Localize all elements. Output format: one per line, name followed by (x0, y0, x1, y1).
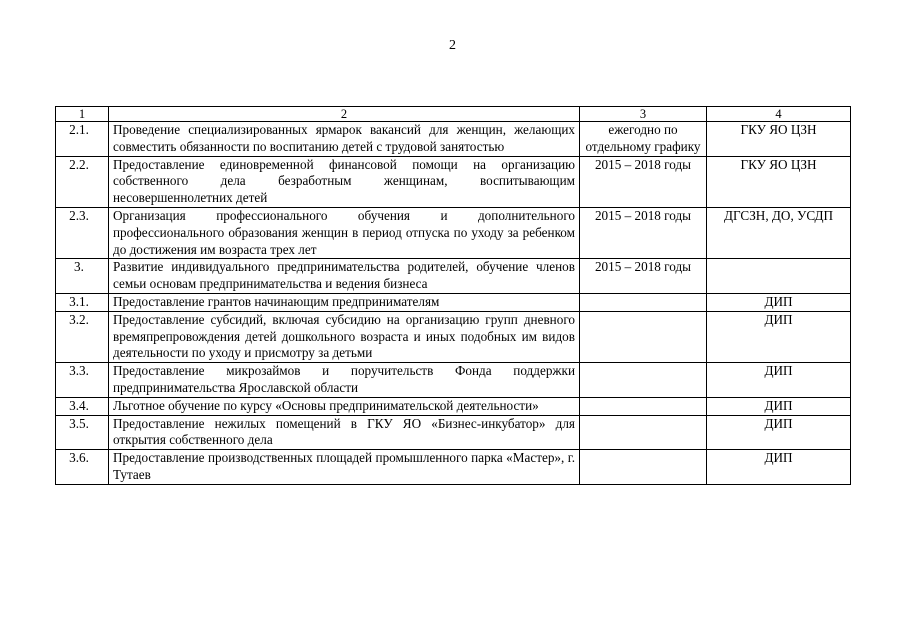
row-term (580, 397, 707, 415)
row-number: 3.1. (56, 293, 109, 311)
row-description: Предоставление производственных площадей промышленного парка «Мастер», г. Тутаев (109, 450, 580, 485)
row-executor: ДГСЗН, ДО, УСДП (707, 207, 851, 258)
row-number: 2.1. (56, 122, 109, 157)
row-term (580, 415, 707, 450)
row-description: Льготное обучение по курсу «Основы предпринимательской деятельности» (109, 397, 580, 415)
row-description: Предоставление микрозаймов и поручительств Фонда поддержки предпринимательства Ярославской области (109, 363, 580, 398)
table-row (56, 293, 851, 311)
table-row (56, 156, 851, 207)
row-number: 3.4. (56, 397, 109, 415)
row-description: Предоставление единовременной финансовой помощи на организацию собственного дела безработным женщинам, воспитывающим несовершеннолетних детей (109, 156, 580, 207)
header-col-3: 3 (580, 107, 707, 122)
row-number: 3. (56, 259, 109, 294)
row-number: 2.3. (56, 207, 109, 258)
row-executor: ДИП (707, 397, 851, 415)
row-description: Организация профессионального обучения и дополнительного профессионального образования женщин в период отпуска по уходу за ребенком до достижения им возраста трех лет (109, 207, 580, 258)
row-number: 2.2. (56, 156, 109, 207)
row-executor: ГКУ ЯО ЦЗН (707, 122, 851, 157)
row-description: Предоставление нежилых помещений в ГКУ ЯО «Бизнес-инкубатор» для открытия собственного дела (109, 415, 580, 450)
row-term: 2015 – 2018 годы (580, 156, 707, 207)
table-row (56, 207, 851, 258)
table-header-row (56, 107, 851, 122)
row-term: ежегодно по отдельному графику (580, 122, 707, 157)
row-description: Развитие индивидуального предпринимательства родителей, обучение членов семьи основам предпринимательства и ведения бизнеса (109, 259, 580, 294)
row-executor: ДИП (707, 450, 851, 485)
header-col-2: 2 (109, 107, 580, 122)
row-term: 2015 – 2018 годы (580, 259, 707, 294)
table-row (56, 397, 851, 415)
table-row (56, 363, 851, 398)
row-term (580, 363, 707, 398)
row-term: 2015 – 2018 годы (580, 207, 707, 258)
row-executor: ДИП (707, 363, 851, 398)
row-number: 3.2. (56, 311, 109, 362)
row-number: 3.3. (56, 363, 109, 398)
row-term (580, 311, 707, 362)
page-number: 2 (449, 38, 456, 53)
row-number: 3.6. (56, 450, 109, 485)
row-executor: ДИП (707, 415, 851, 450)
row-description: Проведение специализированных ярмарок вакансий для женщин, желающих совместить обязанности по воспитанию детей с трудовой занятостью (109, 122, 580, 157)
header-col-4: 4 (707, 107, 851, 122)
row-executor: ДИП (707, 293, 851, 311)
table-row (56, 122, 851, 157)
table-row (56, 311, 851, 362)
header-col-1: 1 (56, 107, 109, 122)
row-term (580, 293, 707, 311)
row-term (580, 450, 707, 485)
measures-table (55, 106, 851, 485)
table-row (56, 450, 851, 485)
row-executor (707, 259, 851, 294)
row-description: Предоставление грантов начинающим предпринимателям (109, 293, 580, 311)
row-description: Предоставление субсидий, включая субсидию на организацию групп дневного времяпрепровождения детей дошкольного возраста и иных подобных им видов деятельности по уходу и присмотру за детьми (109, 311, 580, 362)
row-number: 3.5. (56, 415, 109, 450)
row-executor: ДИП (707, 311, 851, 362)
table-row (56, 415, 851, 450)
table-row (56, 259, 851, 294)
row-executor: ГКУ ЯО ЦЗН (707, 156, 851, 207)
